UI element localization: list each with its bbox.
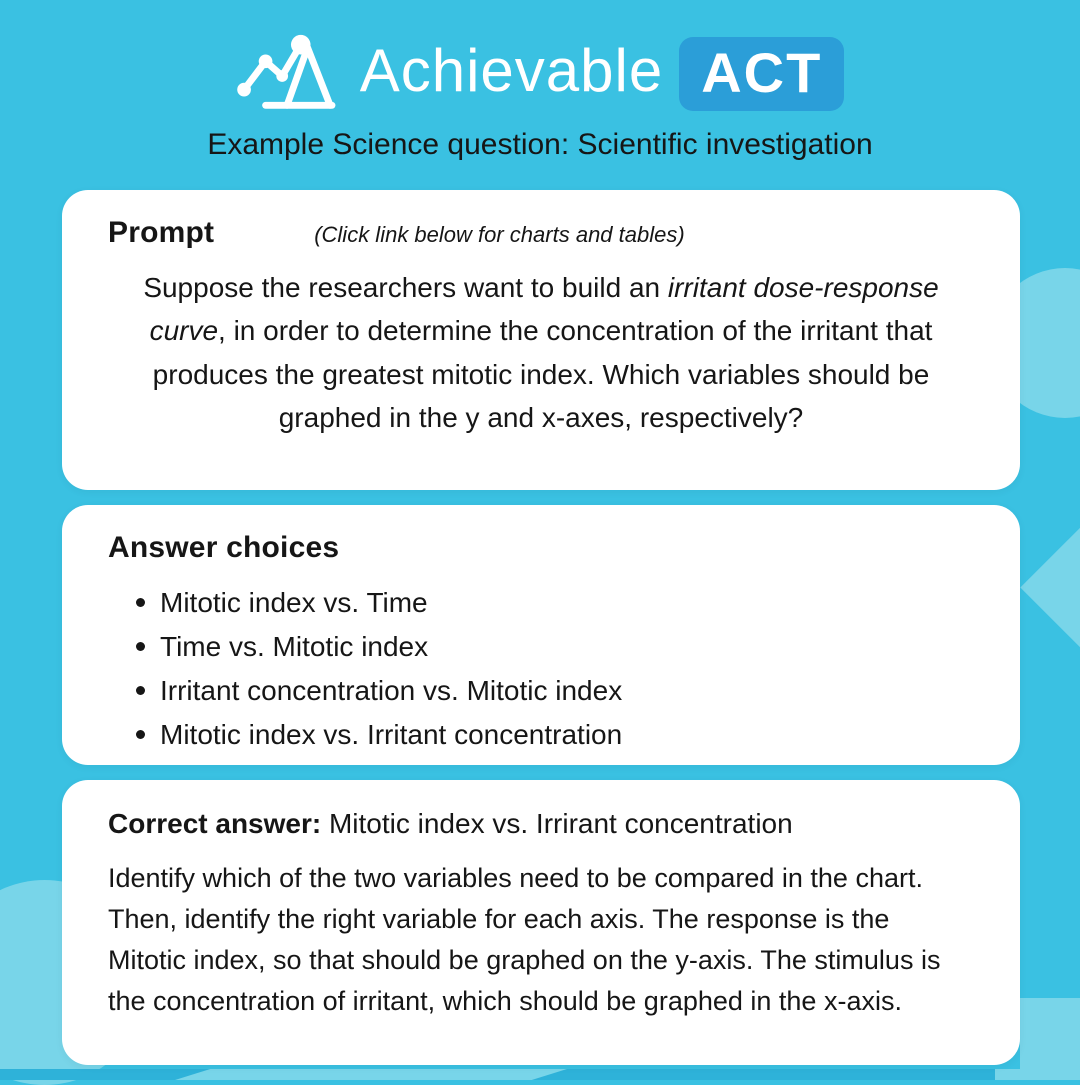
answer-list xyxy=(108,581,974,757)
background-trapezoid-shape xyxy=(175,1069,567,1080)
prompt-note: (Click link below for charts and tables) xyxy=(314,222,685,247)
answer-choices-title: Answer choices xyxy=(108,531,340,564)
explanation-text: Identify which of the two variables need to be compared in the chart. Then, identify the right variable for each axis. The response is the Mitotic index, so that should be graphed on the y-axis. The stimulus is the concentration of irritant, which should be graphed in the x-axis. xyxy=(108,863,941,1017)
correct-answer-card xyxy=(62,780,1020,1065)
prompt-text-italic: irritant dose-response curve xyxy=(149,272,939,347)
correct-answer-label: Correct answer: xyxy=(108,808,322,839)
page-title: Example Science question: Scientific investigation xyxy=(207,128,873,161)
answer-choice-item: Mitotic index vs. Time xyxy=(108,581,974,625)
correct-answer-value: Mitotic index vs. Irrirant concentration xyxy=(321,808,793,839)
answer-choice-item: Irritant concentration vs. Mitotic index xyxy=(108,669,974,713)
prompt-card xyxy=(62,190,1020,490)
header xyxy=(0,28,1080,120)
prompt-title: Prompt xyxy=(108,216,215,249)
brand-logo xyxy=(0,28,1080,120)
answer-choice-item: Mitotic index vs. Irritant concentration xyxy=(108,713,974,757)
prompt-question-text xyxy=(108,266,974,440)
background-diamond-shape xyxy=(1020,520,1080,654)
background-corner-shape xyxy=(995,1069,1080,1080)
prompt-text-after: , in order to determine the concentration of the irritant that produces the greatest mitotic index. Which variables should be graphed in the y and x-axes, respectively? xyxy=(152,315,933,434)
prompt-text-before: Suppose the researchers want to build an xyxy=(143,272,668,303)
answer-choices-card xyxy=(62,505,1020,765)
line-chart-mountain-icon xyxy=(236,31,344,117)
prompt-card-header xyxy=(108,216,974,250)
background-corner-shape xyxy=(1020,998,1080,1080)
answer-choice-item: Time vs. Mitotic index xyxy=(108,625,974,669)
correct-answer-line xyxy=(108,806,974,842)
act-badge: ACT xyxy=(679,37,844,111)
brand-name: Achievable xyxy=(359,37,664,104)
